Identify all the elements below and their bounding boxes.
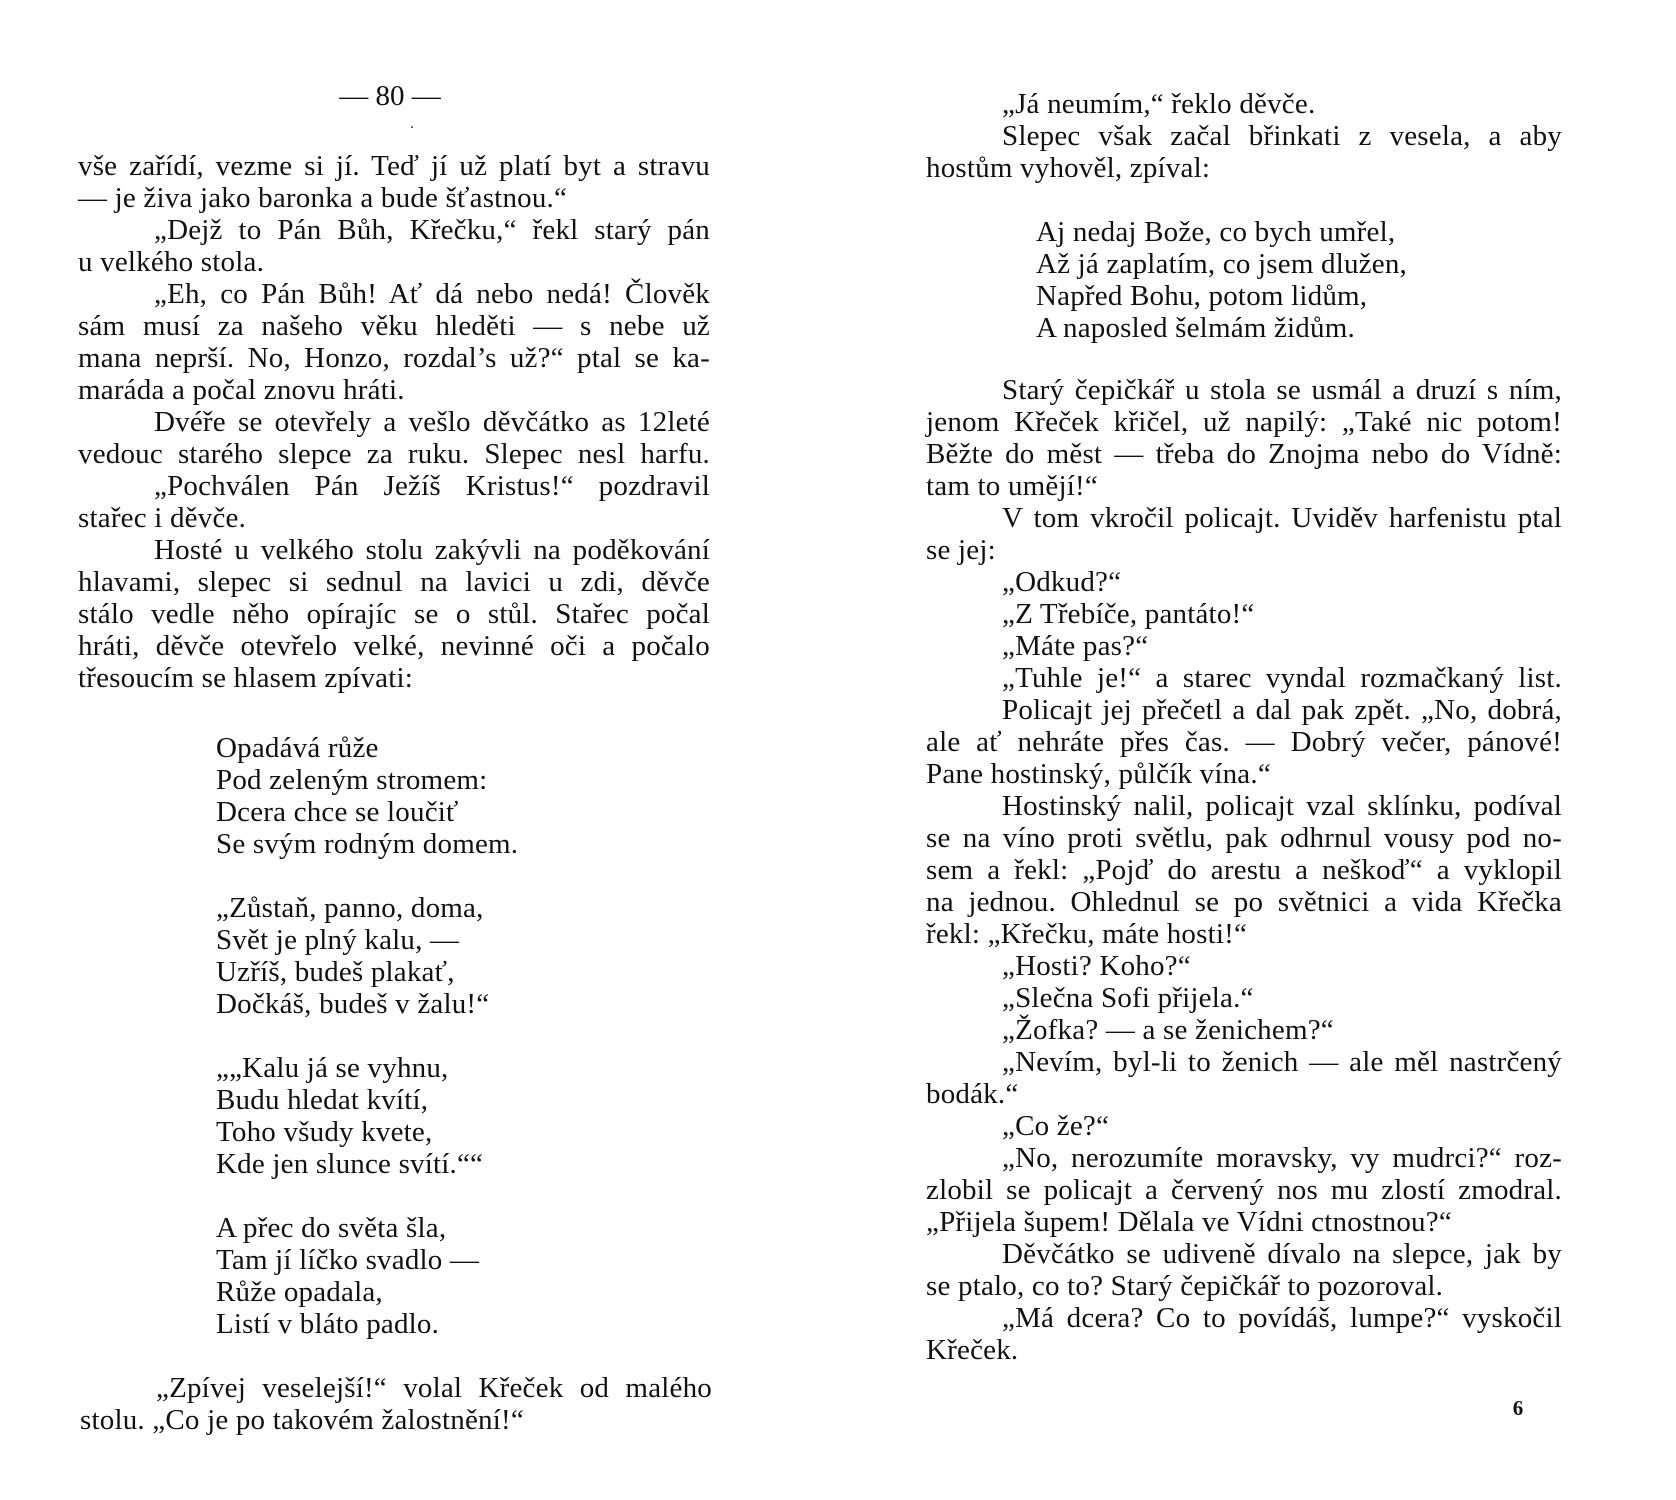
text-line: tam to umějí!“: [926, 470, 1098, 502]
text-line: u velkého stola.: [78, 246, 265, 278]
text-line: „Odkud?“: [1002, 566, 1122, 598]
text-line: se na víno proti světlu, pak odhrnul vousy pod no-: [926, 822, 1562, 854]
text-line: maráda a počal znovu hráti.: [78, 374, 405, 406]
text-line: stálo vedle něho opírajíc se o stůl. Stařec počal: [78, 598, 710, 630]
poem-line: Napřed Bohu, potom lidům,: [1036, 280, 1368, 312]
poem-line: Opadává růže: [216, 732, 379, 764]
text-line: „Žofka? — a se ženichem?“: [1002, 1014, 1334, 1046]
text-line: Pane hostinský, půlčík vína.“: [926, 758, 1271, 790]
text-line: třesoucím se hlasem zpívati:: [78, 662, 413, 694]
text-line: mana neprší. No, Honzo, rozdal’s už?“ ptal se ka-: [78, 342, 710, 374]
poem-line: A přec do světa šla,: [216, 1212, 447, 1244]
poem-line: „„Kalu já se vyhnu,: [216, 1052, 449, 1084]
text-line: jenom Křeček křičel, už napilý: „Také nic potom!: [926, 406, 1562, 438]
text-line: zlobil se policajt a červený nos mu zlostí zmodral.: [926, 1174, 1562, 1206]
text-line: Slepec však začal břinkati z vesela, a aby: [1002, 120, 1562, 152]
text-line: — je živa jako baronka a bude šťastnou.“: [78, 182, 568, 214]
poem-line: Listí v bláto padlo.: [216, 1308, 440, 1340]
poem-line: Aj nedaj Bože, co bych umřel,: [1036, 216, 1396, 248]
text-line: „Eh, co Pán Bůh! Ať dá nebo nedá! Člověk: [154, 278, 710, 310]
poem-line: Tam jí líčko svadlo —: [216, 1244, 480, 1276]
text-line: Policajt jej přečetl a dal pak zpět. „No, dobrá,: [1002, 694, 1562, 726]
signature-mark: 6: [1512, 1396, 1524, 1420]
page-number: — 80 —: [339, 80, 441, 112]
poem-line: Dočkáš, budeš v žalu!“: [216, 988, 490, 1020]
text-line: Běžte do měst — třeba do Znojma nebo do Vídně:: [926, 438, 1562, 470]
poem-line: Toho všudy kvete,: [216, 1116, 433, 1148]
text-line: V tom vkročil policajt. Uviděv harfenistu ptal: [1002, 502, 1562, 534]
text-line: „Pochválen Pán Ježíš Kristus!“ pozdravil: [154, 470, 710, 502]
poem-line: A naposled šelmám židům.: [1036, 312, 1355, 344]
text-line: „Hosti? Koho?“: [1002, 950, 1191, 982]
poem-line: Se svým rodným domem.: [216, 828, 519, 860]
text-line: hráti, děvče otevřelo velké, nevinné oči a počalo: [78, 630, 710, 662]
text-line: „Z Třebíče, pantáto!“: [1002, 598, 1255, 630]
poem-line: Pod zeleným stromem:: [216, 764, 488, 796]
text-line: ale ať nehráte přes čas. — Dobrý večer, pánové!: [926, 726, 1562, 758]
text-line: Hostinský nalil, policajt vzal sklínku, podíval: [1002, 790, 1562, 822]
text-line: stařec i děvče.: [78, 502, 247, 534]
text-line: řekl: „Křečku, máte hosti!“: [926, 918, 1248, 950]
text-line: Hosté u velkého stolu zakývli na poděkování: [154, 534, 710, 566]
text-line: hostům vyhověl, zpíval:: [926, 152, 1211, 184]
text-line: „Já neumím,“ řeklo děvče.: [1002, 88, 1316, 120]
text-line: „Slečna Sofi přijela.“: [1002, 982, 1254, 1014]
poem-line: Budu hledat kvítí,: [216, 1084, 429, 1116]
poem-line: Kde jen slunce svítí.““: [216, 1148, 484, 1180]
poem-line: Až já zaplatím, co jsem dlužen,: [1036, 248, 1407, 280]
poem-line: Uzříš, budeš plakať,: [216, 956, 455, 988]
text-line: „No, nerozumíte moravsky, vy mudrci?“ roz-: [1002, 1142, 1562, 1174]
text-line: Starý čepičkář u stola se usmál a druzí s ním,: [1002, 374, 1562, 406]
speck: .: [410, 115, 414, 132]
text-line: „Co že?“: [1002, 1110, 1110, 1142]
text-line: na jednou. Ohlednul se po světnici a vida Křečka: [926, 886, 1562, 918]
text-line: vedouc starého slepce za ruku. Slepec nesl harfu.: [78, 438, 710, 470]
text-line: Křeček.: [926, 1334, 1019, 1366]
text-line: se jej:: [926, 534, 996, 566]
poem-line: „Zůstaň, panno, doma,: [216, 892, 484, 924]
poem-line: Svět je plný kalu, —: [216, 924, 460, 956]
text-line: sem a řekl: „Pojď do arestu a neškoď“ a vyklopil: [926, 854, 1562, 886]
text-line: „Zpívej veselejší!“ volal Křeček od malého: [156, 1372, 712, 1404]
text-line: Děvčátko se udiveně dívalo na slepce, jak by: [1002, 1238, 1562, 1270]
poem-line: Růže opadala,: [216, 1276, 383, 1308]
poem-line: Dcera chce se loučiť: [216, 796, 459, 828]
text-line: „Má dcera? Co to povídáš, lumpe?“ vyskočil: [1002, 1302, 1562, 1334]
text-line: se ptalo, co to? Starý čepičkář to pozoroval.: [926, 1270, 1444, 1302]
text-line: hlavami, slepec si sednul na lavici u zdi, děvče: [78, 566, 710, 598]
text-line: vše zařídí, vezme si jí. Teď jí už platí byt a stravu: [78, 150, 710, 182]
text-line: „Nevím, byl-li to ženich — ale měl nastrčený: [1002, 1046, 1562, 1078]
text-line: Dvéře se otevřely a vešlo děvčátko as 12leté: [154, 406, 710, 438]
text-line: sám musí za našeho věku hleděti — s nebe už: [78, 310, 710, 342]
text-line: bodák.“: [926, 1078, 1019, 1110]
text-line: „Tuhle je!“ a starec vyndal rozmačkaný list.: [1002, 662, 1562, 694]
text-line: „Dejž to Pán Bůh, Křečku,“ řekl starý pán: [154, 214, 710, 246]
text-line: „Přijela šupem! Dělala ve Vídni ctnostnou?“: [926, 1206, 1452, 1238]
text-line: „Máte pas?“: [1002, 630, 1149, 662]
text-line: stolu. „Co je po takovém žalostnění!“: [80, 1404, 524, 1436]
